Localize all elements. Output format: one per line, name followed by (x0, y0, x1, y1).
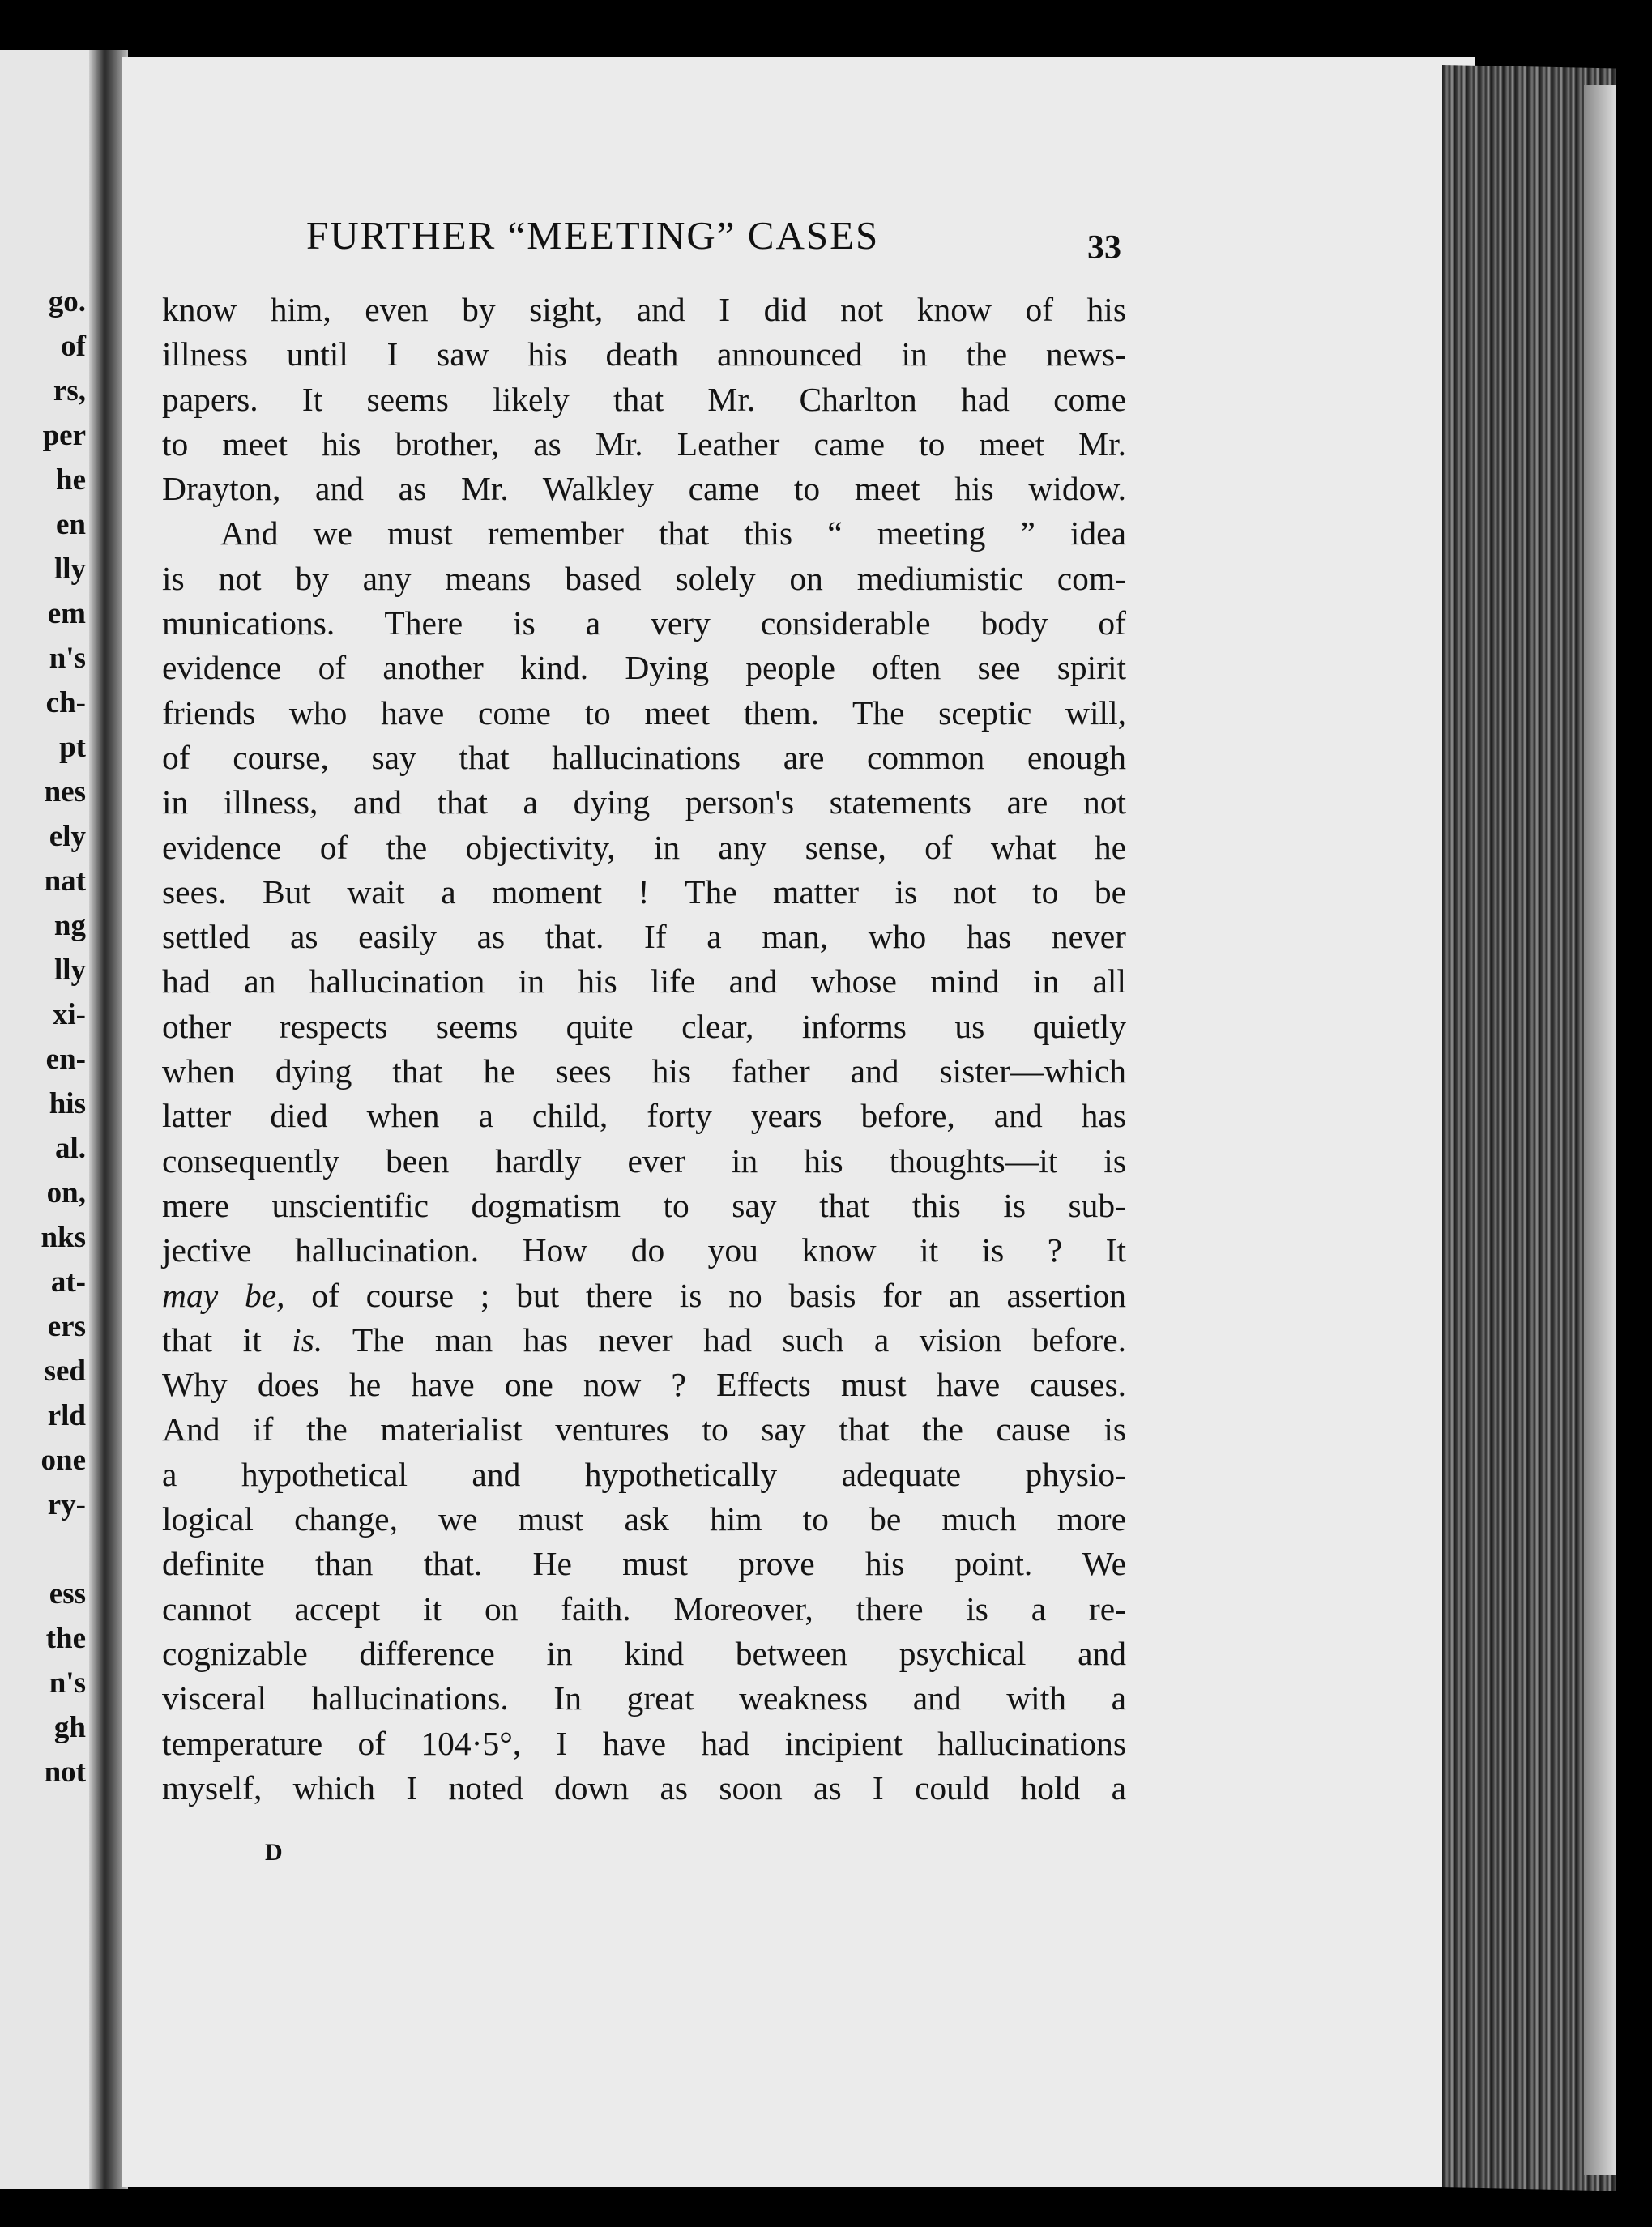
text-line: to meet his brother, as Mr. Leather came to meet Mr. (162, 424, 1126, 463)
text-line: a hypothetical and hypothetically adequate physio- (162, 1455, 1126, 1493)
left-page-fragment: n's (49, 642, 86, 675)
left-page-fragment: ry- (47, 1488, 86, 1521)
text-line: mere unscientific dogmatism to say that this is sub- (162, 1186, 1126, 1224)
body-text (162, 288, 1126, 1811)
left-page-fragment: he (56, 463, 86, 497)
text-line: Why does he have one now ? Effects must have causes. (162, 1366, 1126, 1404)
signature-mark: D (265, 1839, 283, 1866)
text-line: may be, of course ; but there is no basis for an assertion (162, 1276, 1127, 1314)
text-line: definite than that. He must prove his point. We (162, 1545, 1126, 1583)
text-line: papers. It seems likely that Mr. Charlton had come (162, 380, 1126, 418)
left-page-fragment: the (45, 1622, 86, 1655)
left-page-fragment: pt (59, 731, 86, 764)
left-page-fragment: ess (49, 1577, 86, 1611)
text-line: in illness, and that a dying person's statements are not (162, 783, 1126, 821)
text-line: evidence of another kind. Dying people often see spirit (162, 649, 1126, 687)
text-line: cognizable difference in kind between psychical and (162, 1634, 1126, 1672)
left-page-fragment: en (56, 508, 86, 541)
page-number: 33 (1087, 229, 1121, 267)
left-page-fragment: nks (41, 1221, 86, 1254)
left-page-fragment: xi- (52, 998, 86, 1031)
text-line: when dying that he sees his father and sister—which (162, 1052, 1126, 1090)
left-page-text-fragments (0, 279, 86, 1794)
text-line: evidence of the objectivity, in any sense, of what he (162, 828, 1126, 866)
text-line: cannot accept it on faith. Moreover, there is a re- (162, 1589, 1126, 1628)
text-line: of course, say that hallucinations are common enough (162, 738, 1126, 776)
left-page-fragment: one (41, 1444, 86, 1477)
italic-emphasis: is. (292, 1320, 323, 1359)
running-header: FURTHER “MEETING” CASES (306, 213, 880, 258)
left-page-fragment: not (44, 1756, 86, 1789)
text-line: And if the materialist ventures to say that the cause is (162, 1410, 1126, 1448)
left-page-fragment: nes (44, 775, 86, 808)
left-page-fragment: go. (48, 285, 86, 318)
text-line: other respects seems quite clear, informs us quietly (162, 1007, 1126, 1045)
text-line: friends who have come to meet them. The sceptic will, (162, 693, 1126, 732)
text-line: had an hallucination in his life and whose mind in all (162, 962, 1126, 1000)
text-line: is not by any means based solely on mediumistic com- (162, 559, 1126, 597)
text-line: know him, even by sight, and I did not know of his (162, 291, 1126, 328)
text-line: latter died when a child, forty years before, and has (162, 1097, 1126, 1135)
left-page-fragment: ers (47, 1310, 86, 1343)
left-page-fragment: nat (44, 864, 86, 898)
left-page-fragment: n's (49, 1666, 86, 1700)
left-page-fragment: em (47, 597, 86, 630)
text-line: jective hallucination. How do you know it is ? It (162, 1231, 1126, 1269)
text-line: Drayton, and as Mr. Walkley came to meet his widow. (162, 470, 1126, 508)
left-page-fragment: en- (45, 1043, 86, 1076)
left-page-fragment: his (49, 1087, 86, 1120)
text-line: visceral hallucinations. In great weakness and with a (162, 1679, 1126, 1717)
text-line: myself, which I noted down as soon as I could hold a (162, 1768, 1126, 1807)
left-page-fragment: of (61, 330, 86, 363)
text-line: sees. But wait a moment ! The matter is not to be (162, 872, 1126, 911)
left-page-fragment: at- (50, 1265, 86, 1299)
text-line: consequently been hardly ever in his thoughts—it is (162, 1141, 1126, 1180)
left-page-fragment (0, 1527, 86, 1572)
text-line: that it is. The man has never had such a vision before. (162, 1320, 1127, 1359)
left-page-fragment: gh (53, 1711, 86, 1744)
text-line: munications. There is a very considerable body of (162, 604, 1126, 642)
left-page-fragment: al. (54, 1132, 86, 1165)
text-line: And we must remember that this “ meeting ” idea (220, 514, 1126, 552)
left-page-fragment: rld (47, 1399, 86, 1432)
text-line: temperature of 104·5°, I have had incipient hallucinations (162, 1724, 1126, 1762)
left-page-fragment: rs, (53, 374, 86, 407)
italic-emphasis: may be, (162, 1276, 285, 1314)
left-page-fragment: lly (53, 552, 86, 586)
left-page-fragment: on, (46, 1176, 86, 1209)
left-page-fragment: per (42, 419, 86, 452)
text-line: logical change, we must ask him to be much more (162, 1500, 1126, 1538)
left-page-fragment: lly (53, 954, 86, 987)
left-page-fragment: ng (53, 909, 86, 942)
left-page-fragment: sed (44, 1355, 86, 1388)
left-page-fragment: ch- (45, 686, 86, 719)
text-line: settled as easily as that. If a man, who has never (162, 918, 1126, 956)
page-edge-highlight (1584, 85, 1616, 2175)
text-line: illness until I saw his death announced in the news- (162, 335, 1126, 373)
left-page-fragment: ely (49, 820, 86, 853)
